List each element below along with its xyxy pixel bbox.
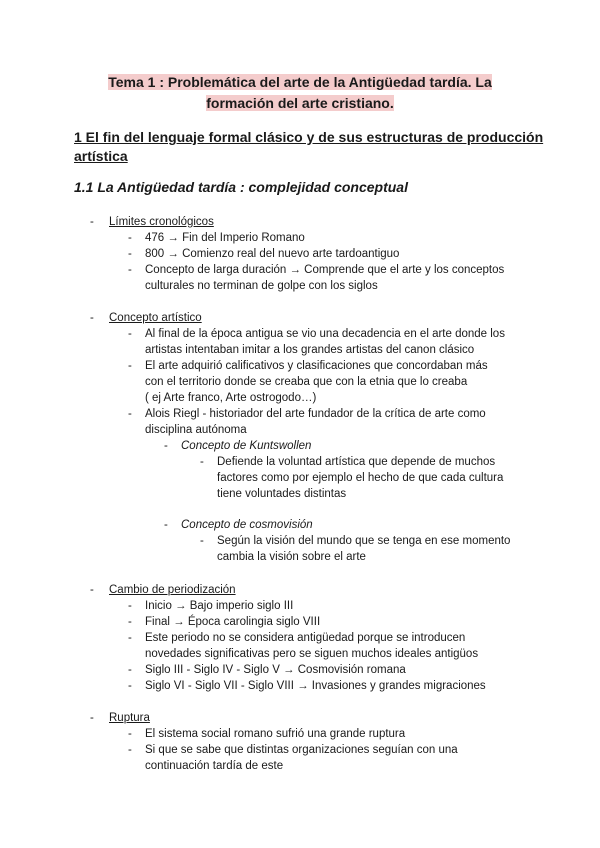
cambio-item-4: Siglo III - Siglo IV - Siglo V → Cosmovisión romana: [145, 664, 406, 676]
bullet-dash: -: [128, 360, 132, 372]
limites-item-1: 476 → Fin del Imperio Romano: [145, 232, 305, 244]
ruptura-item-2-line-2: continuación tardía de este: [145, 760, 284, 772]
concepto-item-1-line-2: artistas intentaban imitar a los grandes artistas del canon clásico: [145, 344, 475, 356]
limites-item-2: 800 → Comienzo real del nuevo arte tardoantiguo: [145, 248, 400, 260]
bullet-dash: -: [128, 248, 132, 260]
cosmovision-line-2: cambia la visión sobre el arte: [217, 551, 366, 563]
limites-item-3-line-1: Concepto de larga duración → Comprende que el arte y los conceptos: [145, 264, 505, 276]
section-1-heading-line-2: artística: [74, 148, 128, 164]
cambio-heading: Cambio de periodización: [109, 584, 236, 596]
kunstwollen-line-3: tiene voluntades distintas: [217, 488, 347, 500]
cambio-item-3-line-2: novedades significativas pero se siguen muchos ideales antigüos: [145, 648, 479, 660]
cambio-item-3-line-1: Este periodo no se considera antigüedad porque se introducen: [145, 632, 466, 644]
title-line-1: Tema 1 : Problemática del arte de la Antigüedad tardía. La: [108, 74, 492, 90]
concepto-item-3-line-1: Alois Riegl - historiador del arte fundador de la crítica de arte como: [145, 408, 486, 420]
bullet-dash: -: [90, 712, 94, 724]
kunstwollen-heading: Concepto de Kuntswollen: [181, 440, 312, 452]
cosmovision-line-1: Según la visión del mundo que se tenga en ese momento: [217, 535, 511, 547]
bullet-dash: -: [128, 632, 132, 644]
concepto-item-1-line-1: Al final de la época antigua se vio una decadencia en el arte donde los: [145, 328, 505, 340]
bullet-dash: -: [200, 456, 204, 468]
bullet-dash: -: [90, 584, 94, 596]
bullet-dash: -: [164, 519, 168, 531]
concepto-item-2-line-2: con el territorio donde se creaba que con la etnia que lo creaba: [145, 376, 468, 388]
subsection-1-1-heading: 1.1 La Antigüedad tardía : complejidad conceptual: [74, 179, 408, 195]
limites-item-3-line-2: culturales no terminan de golpe con los siglos: [145, 280, 378, 292]
bullet-dash: -: [128, 600, 132, 612]
cambio-item-1: Inicio → Bajo imperio siglo III: [145, 600, 294, 612]
page-title: [60, 72, 540, 114]
bullet-dash: -: [128, 616, 132, 628]
ruptura-heading: Ruptura: [109, 712, 150, 724]
bullet-dash: -: [128, 728, 132, 740]
bullet-dash: -: [200, 535, 204, 547]
bullet-dash: -: [128, 264, 132, 276]
cambio-item-2: Final → Época carolingia siglo VIII: [145, 616, 321, 628]
cambio-item-5: Siglo VI - Siglo VII - Siglo VIII → Invasiones y grandes migraciones: [145, 680, 486, 692]
section-1-heading: [74, 128, 544, 166]
bullet-dash: -: [128, 664, 132, 676]
section-1-heading-line-1: 1 El fin del lenguaje formal clásico y de sus estructuras de producción: [74, 129, 544, 145]
kunstwollen-line-2: factores como por ejemplo el hecho de que cada cultura: [217, 472, 504, 484]
limites-heading: Límites cronológicos: [109, 216, 214, 228]
bullet-dash: -: [164, 440, 168, 452]
bullet-dash: -: [128, 328, 132, 340]
cosmovision-heading: Concepto de cosmovisión: [181, 519, 313, 531]
kunstwollen-line-1: Defiende la voluntad artística que depende de muchos: [217, 456, 496, 468]
title-line-2: formación del arte cristiano.: [206, 95, 394, 111]
ruptura-item-2-line-1: Si que se sabe que distintas organizaciones seguían con una: [145, 744, 458, 756]
concepto-heading: Concepto artístico: [109, 312, 202, 324]
bullet-dash: -: [90, 216, 94, 228]
bullet-dash: -: [128, 744, 132, 756]
bullet-dash: -: [128, 680, 132, 692]
concepto-item-2-line-3: ( ej Arte franco, Arte ostrogodo…): [145, 392, 317, 404]
bullet-dash: -: [128, 232, 132, 244]
bullet-dash: -: [90, 312, 94, 324]
bullet-dash: -: [128, 408, 132, 420]
ruptura-item-1: El sistema social romano sufrió una grande ruptura: [145, 728, 406, 740]
concepto-item-3-line-2: disciplina autónoma: [145, 424, 247, 436]
concepto-item-2-line-1: El arte adquirió calificativos y clasificaciones que concordaban más: [145, 360, 488, 372]
